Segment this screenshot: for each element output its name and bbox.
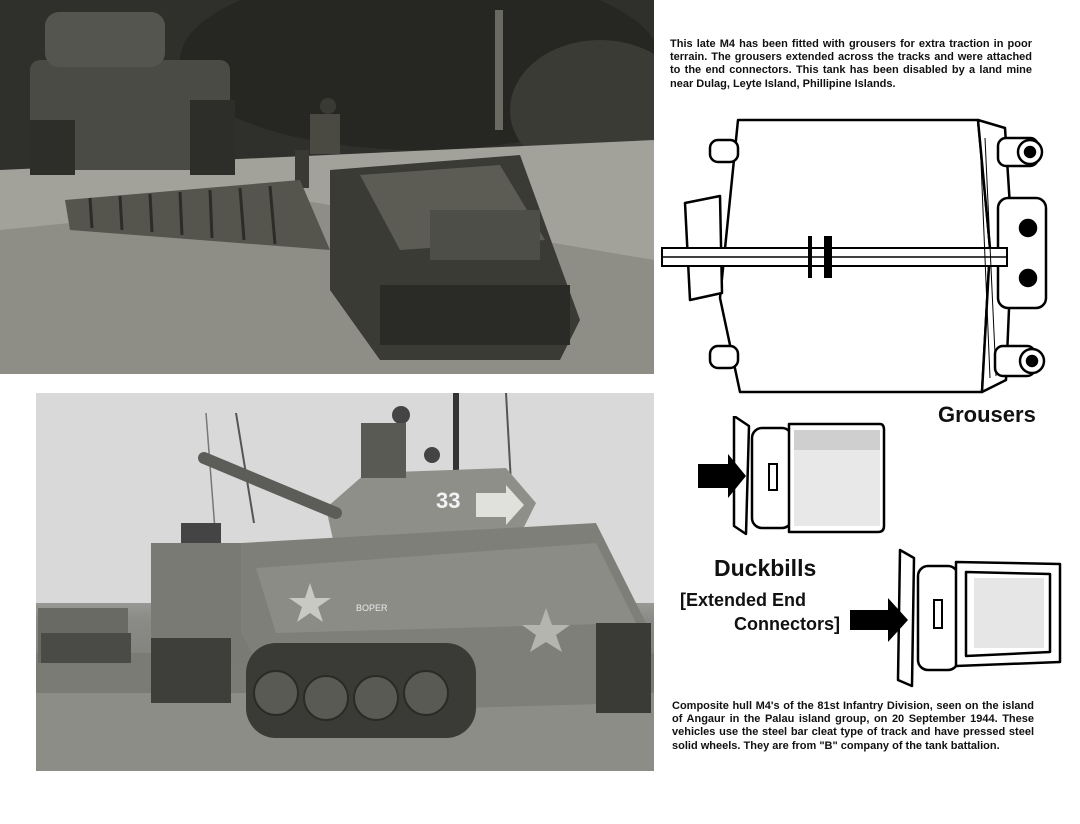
photo-top-illustration — [0, 0, 654, 374]
caption-grousers-photo: This late M4 has been fitted with grousers for extra traction in poor terrain. The grousers extended across the tracks and were attached to the end connectors. This tank has been disabled by a land mine near Dulag, Leyte Island, Phillipine Islands. — [670, 38, 1032, 90]
duckbills-label: Duckbills — [714, 555, 817, 581]
grouser-drawing — [660, 118, 1070, 400]
grouser-diagram — [660, 118, 1070, 400]
photo-bottom-illustration — [36, 393, 654, 771]
grousers-label: Grousers — [938, 402, 1036, 427]
tank-name-marking: BOPER — [356, 603, 388, 613]
extended-end-label-line2: Connectors] — [734, 614, 841, 634]
hull-number-marking: 33 — [436, 488, 461, 513]
caption-81st-division-photo: Composite hull M4's of the 81st Infantry Division, seen on the island of Angaur in the Palau island group, on 20 September 1944. These vehicles use the steel bar cleat type of track and have pressed steel solid wheels. They are from "B" company of the tank battalion. — [672, 700, 1034, 752]
photo-disabled-m4-grousers — [0, 0, 654, 374]
extended-end-label-line1: [Extended End — [680, 590, 807, 610]
duckbill-diagram-bottom — [848, 548, 1064, 688]
duckbill-diagram-top — [694, 416, 890, 536]
photo-81st-division-m4s — [36, 393, 654, 771]
duckbill-drawing-top — [694, 416, 890, 536]
duckbill-drawing-bottom — [848, 548, 1064, 688]
